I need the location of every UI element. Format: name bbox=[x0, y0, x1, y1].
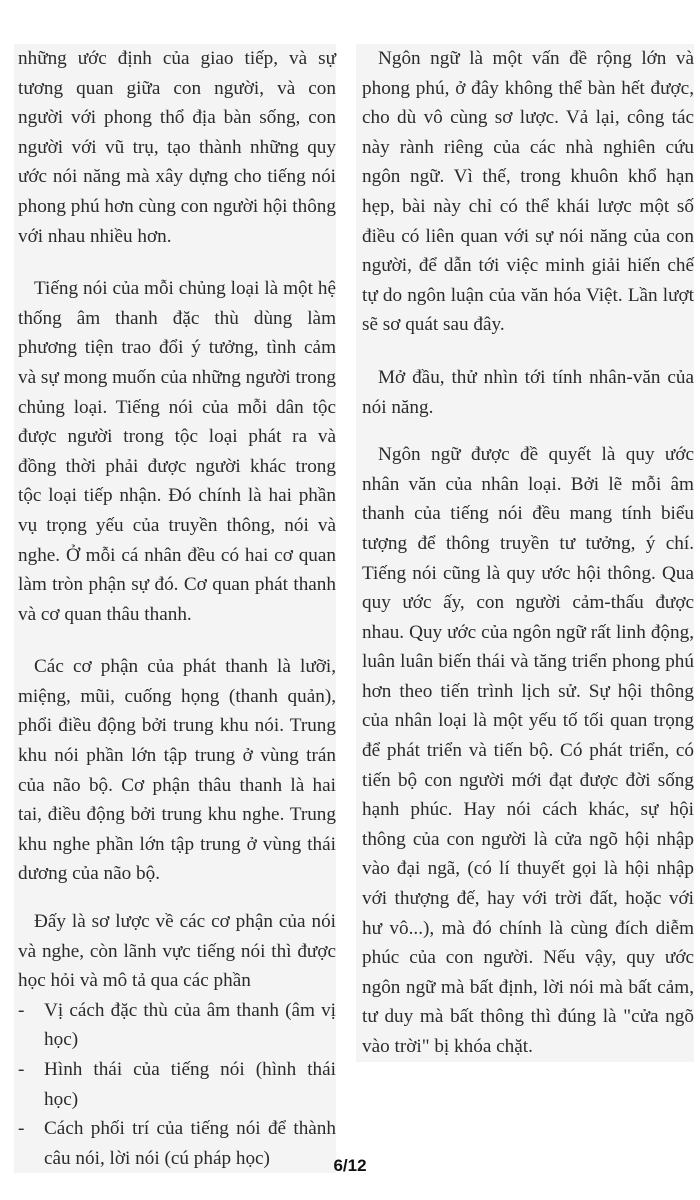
paragraph: Các cơ phận của phát thanh là lưỡi, miệng, mũi, cuống họng (thanh quản), phổi điều động bởi trung khu nói. Trung khu nói phần lớn tập trung ở vùng trán của não bộ. Cơ phận thâu thanh là hai tai, điều động bởi trung khu nghe. Trung khu nghe phần lớn tập trung ở vùng thái dương của não bộ. bbox=[18, 656, 336, 885]
paragraph: Tiếng nói của mỗi chủng loại là một hệ thống âm thanh đặc thù dùng làm phương tiện trao đổi ý tưởng, tình cảm và sự mong muốn của những người trong chủng loại. Tiếng nói của mỗi dân tộc được người trong tộc loại phát ra và đồng thời phải được người khác trong tộc loại tiếp nhận. Đó chính là hai phần vụ trọng yếu của truyền thông, nói và nghe. Ở mỗi cá nhân đều có hai cơ quan làm tròn phận sự đó. Cơ quan phát thanh và cơ quan thâu thanh. bbox=[18, 278, 336, 625]
right-column bbox=[356, 44, 694, 1062]
list-item bbox=[18, 1055, 336, 1114]
paragraph: Ngôn ngữ là một vấn đề rộng lớn và phong phú, ở đây không thể bàn hết được, cho dù vô cùng sơ lược. Vả lại, công tác này rành riêng của các nhà nghiên cứu ngôn ngữ. Vì thế, trong khuôn khổ hạn hẹp, bài này chỉ có thể khái lược một số điều có liên quan với sự nói năng của con người, để dẫn tới việc minh giải hiến chế tự do ngôn luận của văn hóa Việt. Lần lượt sẽ sơ quát sau đây. bbox=[362, 48, 694, 336]
list-item-text: Vị cách đặc thù của âm thanh (âm vị học) bbox=[44, 999, 336, 1051]
dash-bullet: - bbox=[18, 1118, 25, 1140]
list-item-text: Cách phối trí của tiếng nói để thành câu nói, lời nói (cú pháp học) bbox=[44, 1118, 336, 1169]
page-number: 6/12 bbox=[333, 1156, 367, 1175]
paragraph: Ngôn ngữ được đề quyết là quy ước nhân văn của nhân loại. Bởi lẽ mỗi âm thanh của tiếng nói đều mang tính biểu tượng để thông truyền tư tưởng, ý chí. Tiếng nói cũng là quy ước hội thông. Qua quy ước ấy, con người cảm-thấu được nhau. Quy ước của ngôn ngữ rất linh động, luân luân biến thái và tăng triển phong phú hơn theo tiến trình lịch sử. Sự hội thông của nhân loại là một yếu tố tối quan trọng để phát triển và tiến bộ. Có phát triển, có tiến bộ con người mới đạt được đời sống hạnh phúc. Hay nói cách khác, sự hội thông của con người là cửa ngõ hội nhập vào đại ngã, (có lí thuyết gọi là hội nhập với thượng đế, hay với trời đất, hoặc với hư vô...), mà đó chính là cùng đích diễm phúc của con người. Nếu vậy, quy ước ngôn ngữ mà bất định, lời nói mà bất cảm, tư duy mà bất thông thì đúng là "cửa ngõ vào trời" bị khóa chặt. bbox=[362, 444, 694, 1057]
dash-bullet: - bbox=[18, 999, 25, 1021]
list-item bbox=[18, 996, 336, 1055]
left-column bbox=[14, 44, 336, 1173]
bullet-list bbox=[18, 996, 336, 1174]
dash-bullet: - bbox=[18, 1059, 25, 1080]
paragraph: Đấy là sơ lược về các cơ phận của nói và nghe, còn lãnh vực tiếng nói thì được học hỏi và mô tả qua các phần bbox=[18, 911, 336, 992]
paragraph: Mở đầu, thử nhìn tới tính nhân-văn của nói năng. bbox=[362, 366, 694, 418]
list-item-text: Hình thái của tiếng nói (hình thái học) bbox=[44, 1059, 336, 1110]
paragraph: những ước định của giao tiếp, và sự tương quan giữa con người, và con người với phong thổ địa bàn sống, con người với vũ trụ, tạo thành những quy ước nói năng mà xây dựng cho tiếng nói phong phú hơn cùng con người hội thông với nhau nhiều hơn. bbox=[18, 48, 336, 247]
